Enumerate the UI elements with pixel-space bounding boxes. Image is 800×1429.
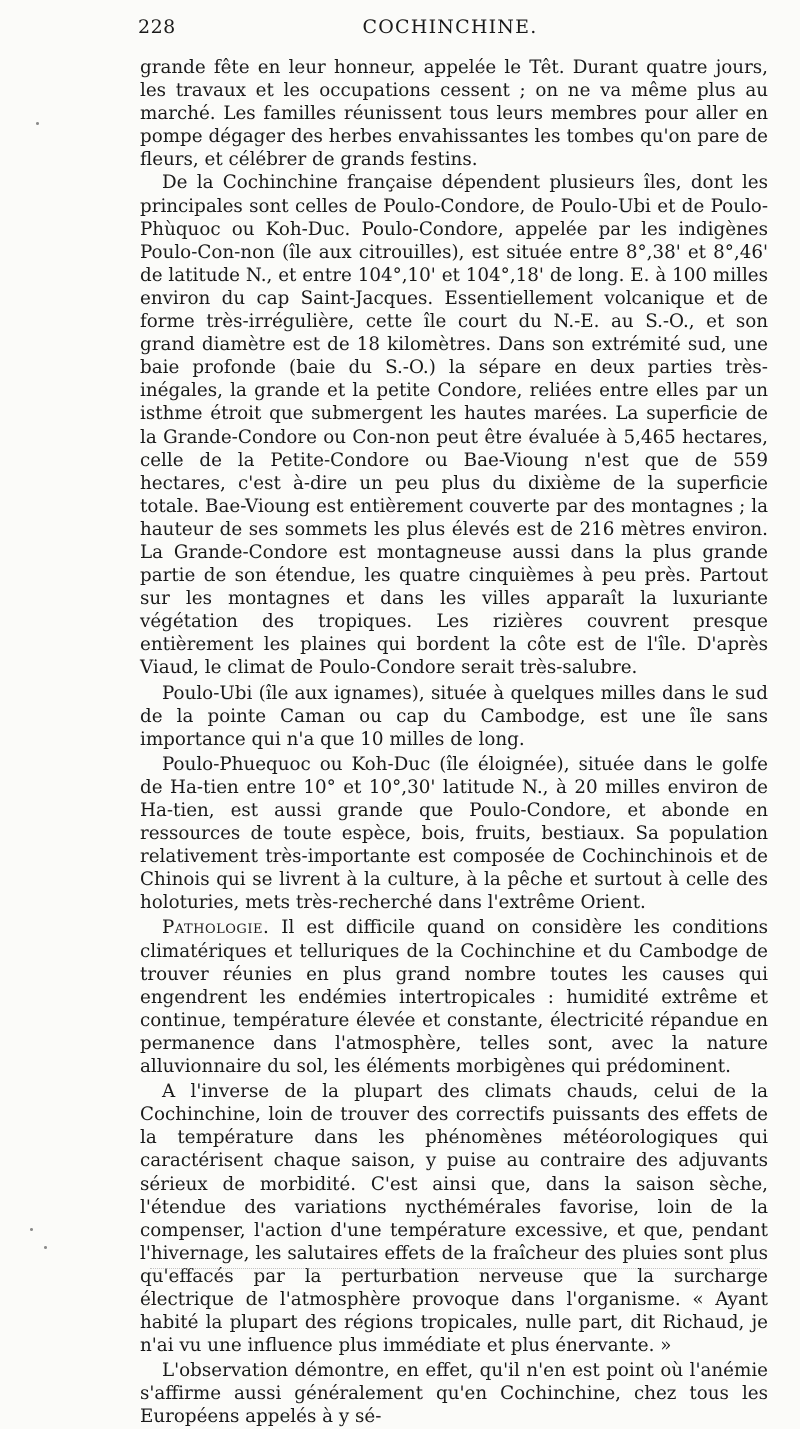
paragraph-anemia (140, 1359, 768, 1428)
paragraph-climate (140, 1080, 768, 1357)
paragraph-text: Il est difficile quand on considère les conditions climatériques et telluriques de la Cochinchine et du Cambodge de trouver réunies en plus grand nombre toutes les causes qui engendrent les endémies intertropicales : humidité extrême et continue, température élevée et constante, électricité répandue en permanence dans l'atmosphère, telles sont, avec la nature alluvionnaire du sol, les éléments morbigènes qui prédominent. (140, 917, 768, 1078)
paragraph-text: A l'inverse de la plupart des climats chauds, celui de la Cochinchine, loin de trouver des correctifs puissants des effets de la température dans les phénomènes météorologiques qui caractérisent chaque saison, y puise au contraire des adjuvants sérieux de morbidité. C'est ainsi que, dans la saison sèche, l'étendue des variations nycthémérales favorise, loin de la compenser, l'action d'une température excessive, et que, pendant l'hivernage, les salutaires effets de la fraîcheur des pluies sont plus qu'effacés par la perturbation nerveuse que la surcharge électrique de l'atmosphère provoque dans l'organisme. « Ayant habité la plupart des régions tropicales, nulle part, dit Richaud, je n'ai vu une influence plus immédiate et plus énervante. » (140, 1081, 768, 1357)
section-lead: Pathologie. (162, 917, 270, 939)
paragraph-islands (140, 171, 768, 679)
paragraph-text: Poulo-Phuequoc ou Koh-Duc (île éloignée), située dans le golfe de Ha-tien entre 10° et 10°,30' latitude N., à 20 milles environ de Ha-tien, est aussi grande que Poulo-Condore, et abonde en ressources de toute espèce, bois, fruits, bestiaux. Sa population relativement très-importante est composée de Cochinchinois et de Chinois qui se livrent à la culture, à la pêche et surtout à celle des holoturies, mets très-recherché dans l'extrême Orient. (140, 753, 768, 914)
running-title: COCHINCHINE. (362, 16, 538, 38)
paragraph-tet-festival (140, 56, 768, 171)
paragraph-poulo-ubi (140, 682, 768, 751)
bottom-scan-marks (150, 1268, 760, 1273)
paragraph-poulo-phuequoc (140, 753, 768, 915)
scan-speck (44, 1246, 47, 1249)
paragraph-text: grande fête en leur honneur, appelée le Têt. Durant quatre jours, les travaux et les occupations cessent ; on ne va même plus au marché. Les familles réunissent tous leurs membres pour aller en pompe dégager des herbes envahissantes les tombes qu'on pare de fleurs, et célébrer de grands festins. (140, 57, 768, 171)
running-head (138, 16, 762, 44)
paragraph-text: Poulo-Ubi (île aux ignames), située à quelques milles dans le sud de la pointe Caman ou cap du Cambodge, est une île sans importance qui n'a que 10 milles de long. (140, 682, 768, 750)
page-number: 228 (138, 16, 176, 38)
paragraph-text: L'observation démontre, en effet, qu'il n'en est point où l'anémie s'affirme aussi généralement qu'en Cochinchine, chez tous les Européens appelés à y sé- (140, 1360, 768, 1428)
scan-speck (30, 1228, 33, 1231)
paragraph-text: De la Cochinchine française dépendent plusieurs îles, dont les principales sont celles de Poulo-Condore, de Poulo-Ubi et de Poulo-Phùquoc ou Koh-Duc. Poulo-Condore, appelée par les indigènes Poulo-Con-non (île aux citrouilles), est située entre 8°,38' et 8°,46' de latitude N., et entre 104°,10' et 104°,18' de long. E. à 100 milles environ du cap Saint-Jacques. Essentiellement volcanique et de forme très-irrégulière, cette île court du N.-E. au S.-O., et son grand diamètre est de 18 kilomètres. Dans son extrémité sud, une baie profonde (baie du S.-O.) la sépare en deux parties très-inégales, la grande et la petite Condore, reliées entre elles par un isthme étroit que submergent les hautes marées. La superficie de la Grande-Condore ou Con-non peut être évaluée à 5,465 hectares, celle de la Petite-Condore ou Bae-Vioung n'est que de 559 hectares, c'est à-dire un peu plus du dixième de la superficie totale. Bae-Vioung est entièrement couverte par des montagnes ; la hauteur de ses sommets les plus élevés est de 216 mètres environ. La Grande-Condore est montagneuse aussi dans la plus grande partie de son étendue, les quatre cinquièmes à peu près. Partout sur les montagnes et dans les villes apparaît la luxuriante végétation des tropiques. Les rizières couvrent presque entièrement les plaines qui bordent la côte est de l'île. D'après Viaud, le climat de Poulo-Condore serait très-salubre. (140, 172, 768, 679)
scan-speck (36, 122, 39, 125)
body-text (140, 56, 768, 1429)
paragraph-pathologie (140, 916, 768, 1078)
